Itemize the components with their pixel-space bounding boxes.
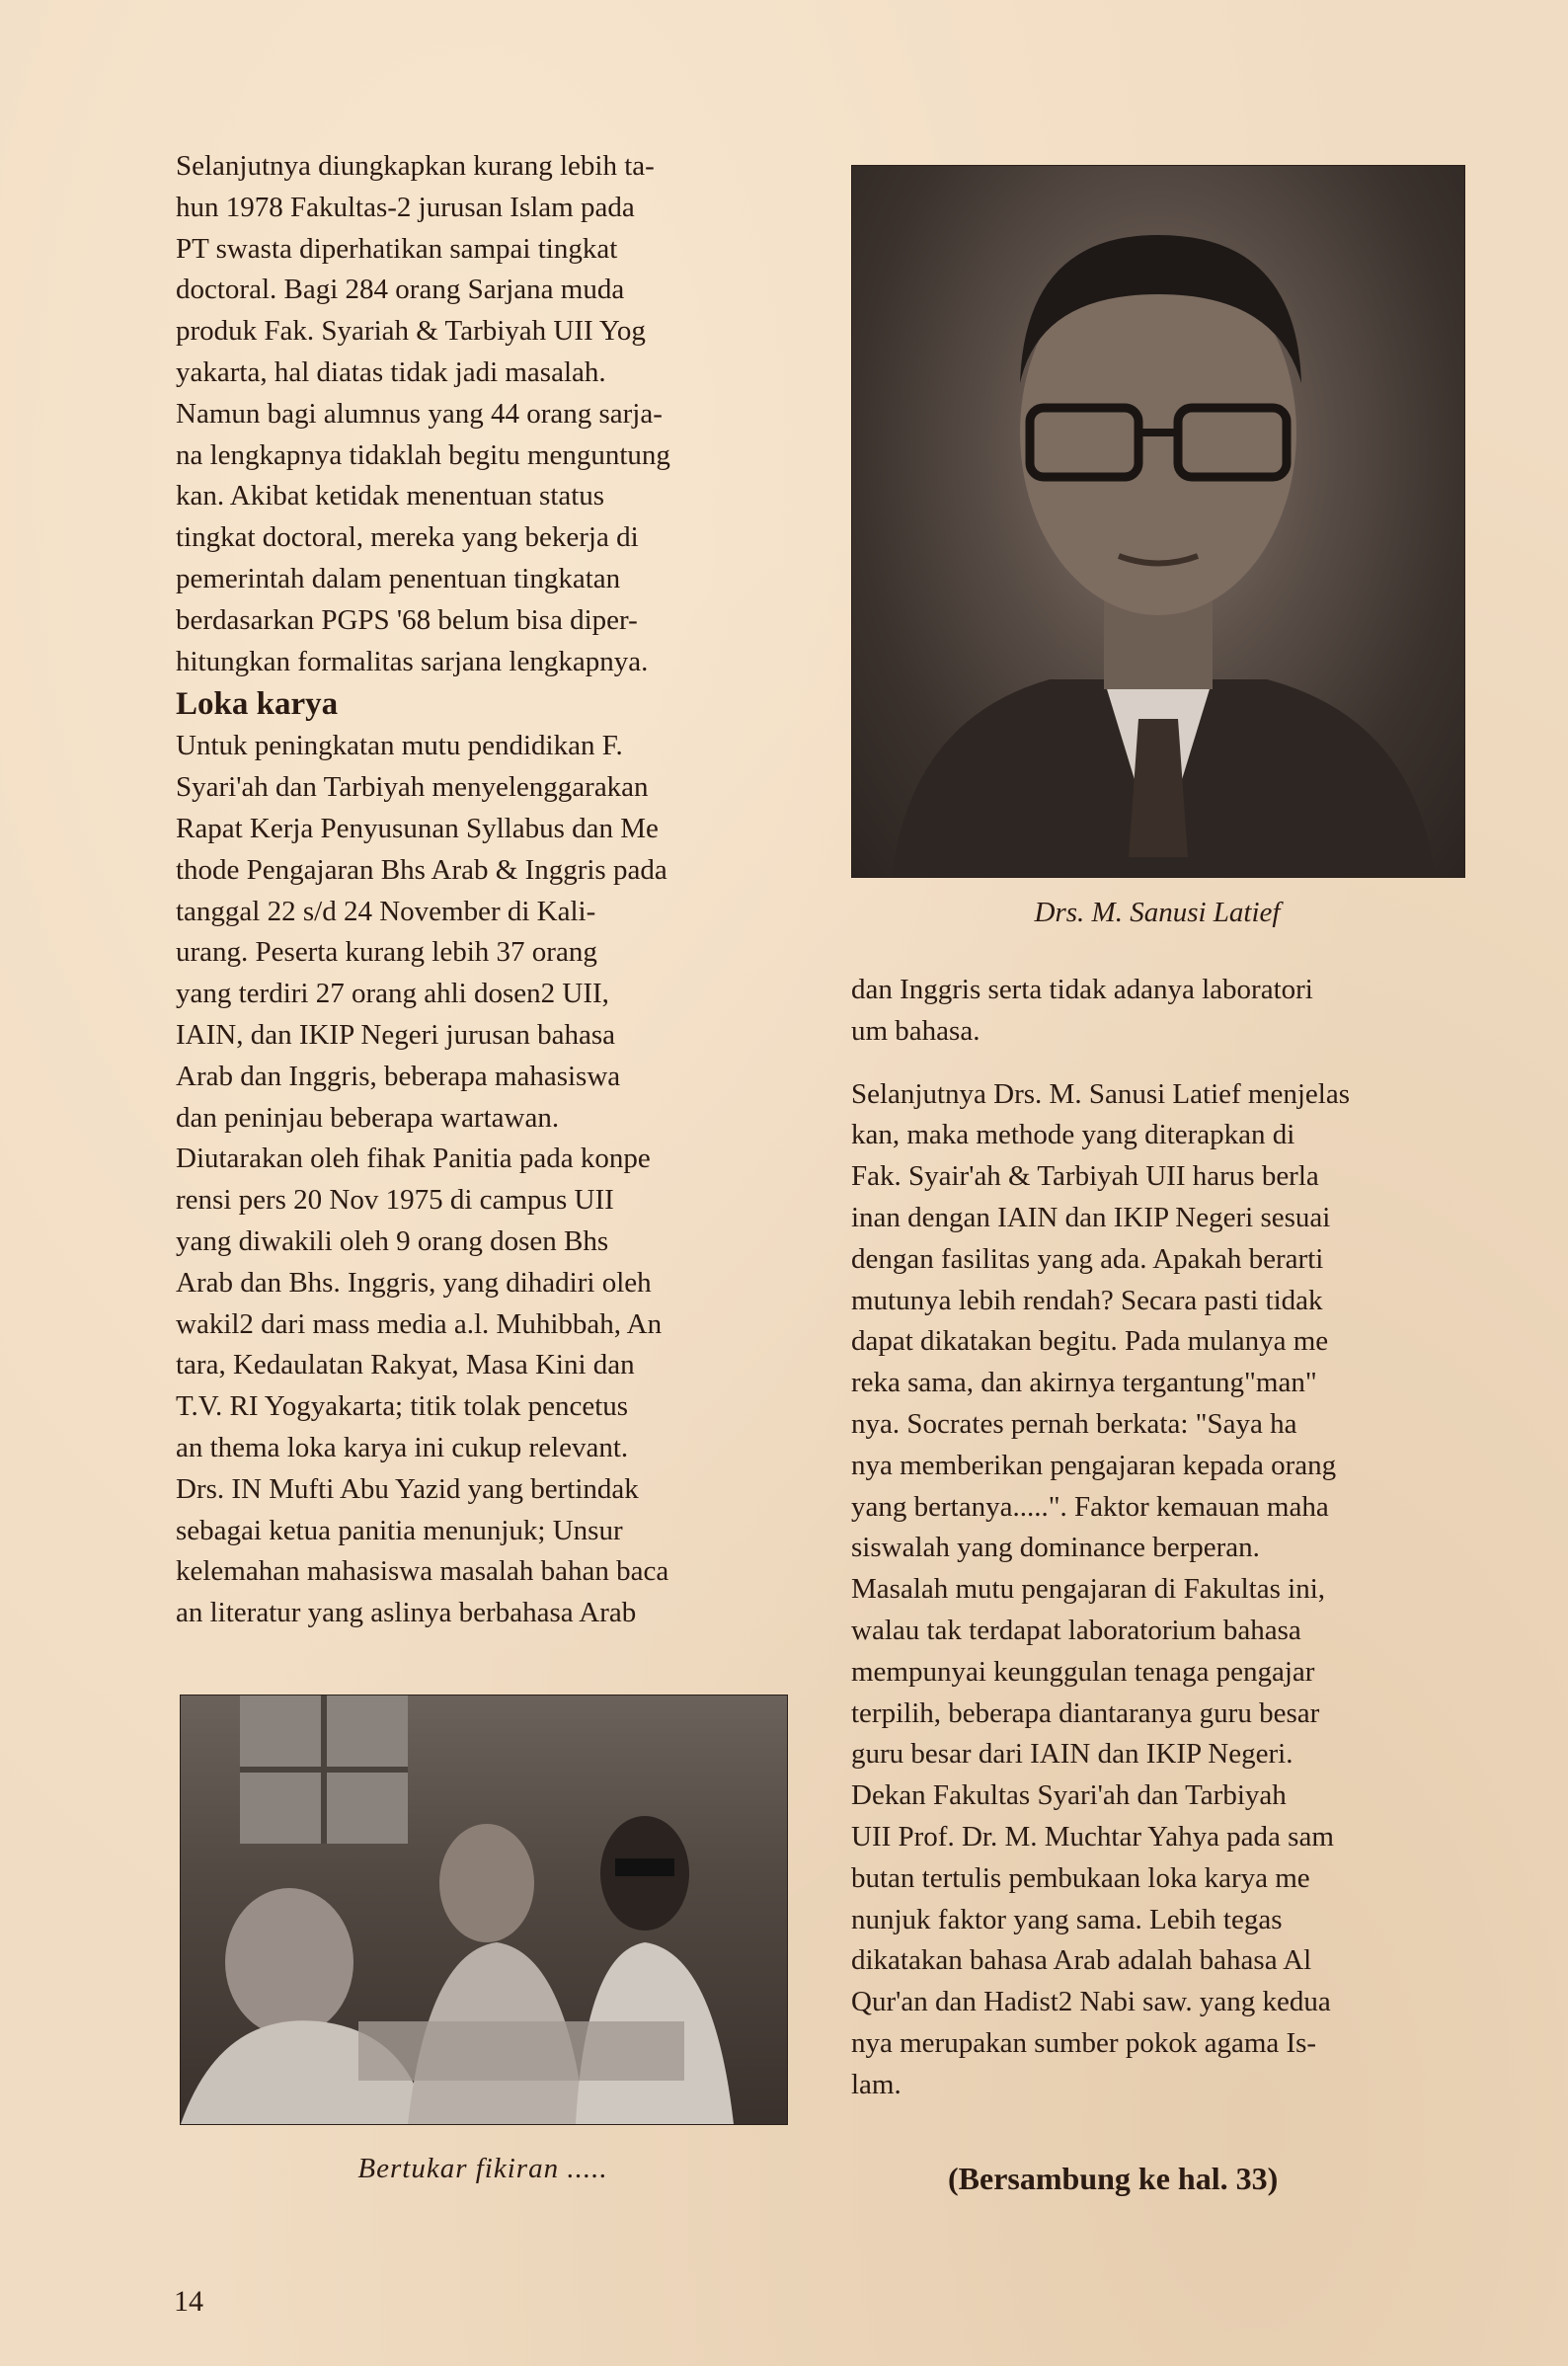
text-line: dikatakan bahasa Arab adalah bahasa Al: [851, 1944, 1312, 1977]
text-line: walau tak terdapat laboratorium bahasa: [851, 1614, 1301, 1646]
page-number: 14: [174, 2285, 203, 2318]
text-line: IAIN, dan IKIP Negeri jurusan bahasa: [176, 1018, 616, 1051]
text-line: dan Inggris serta tidak adanya laboratori: [851, 974, 1313, 1005]
text-line: Selanjutnya Drs. M. Sanusi Latief menjelas: [851, 1077, 1350, 1110]
text-line: urang. Peserta kurang lebih 37 orang: [176, 936, 597, 969]
text-line: nunjuk faktor yang sama. Lebih tegas: [851, 1903, 1283, 1935]
text-line: Arab dan Bhs. Inggris, yang dihadiri oleh: [176, 1266, 652, 1299]
text-line: Qur'an dan Hadist2 Nabi saw. yang kedua: [851, 1986, 1331, 2018]
portrait-caption: Drs. M. Sanusi Latief: [1034, 897, 1281, 928]
text-line: T.V. RI Yogyakarta; titik tolak pencetus: [176, 1390, 629, 1423]
right-column: [851, 970, 1461, 2106]
text-line: thode Pengajaran Bhs Arab & Inggris pada: [176, 853, 667, 886]
text-line: produk Fak. Syariah & Tarbiyah UII Yog: [176, 315, 646, 348]
text-line: nya merupakan sumber pokok agama Is-: [851, 2026, 1317, 2059]
text-line: nya. Socrates pernah berkata: "Saya ha: [851, 1407, 1297, 1440]
text-line: guru besar dari IAIN dan IKIP Negeri.: [851, 1738, 1294, 1771]
text-line: dan peninjau beberapa wartawan.: [176, 1101, 560, 1134]
group-illustration: [181, 1696, 787, 2124]
text-line: butan tertulis pembukaan loka karya me: [851, 1861, 1310, 1894]
paragraph-masalah-mutu: [851, 1569, 1461, 2105]
text-line: Namun bagi alumnus yang 44 orang sarja-: [176, 397, 663, 430]
paragraph-intro: [176, 146, 796, 682]
text-line: sebagai ketua panitia menunjuk; Unsur: [176, 1514, 623, 1546]
text-line: Syari'ah dan Tarbiyah menyelenggarakan: [176, 771, 649, 804]
text-line: Arab dan Inggris, beberapa mahasiswa: [176, 1060, 621, 1092]
text-line: inan dengan IAIN dan IKIP Negeri sesuai: [851, 1201, 1331, 1233]
continued-note: (Bersambung ke hal. 33): [948, 2161, 1279, 2196]
text-line: Drs. IN Mufti Abu Yazid yang bertindak: [176, 1472, 639, 1505]
text-line: PT swasta diperhatikan sampai tingkat: [176, 232, 618, 265]
text-line: UII Prof. Dr. M. Muchtar Yahya pada sam: [851, 1820, 1334, 1853]
text-line: nya memberikan pengajaran kepada orang: [851, 1449, 1337, 1481]
text-line: mempunyai keunggulan tenaga pengajar: [851, 1655, 1315, 1688]
text-line: pemerintah dalam penentuan tingkatan: [176, 562, 621, 594]
text-line: rensi pers 20 Nov 1975 di campus UII: [176, 1184, 614, 1217]
text-line: Selanjutnya diungkapkan kurang lebih ta-: [176, 150, 655, 182]
text-line: dapat dikatakan begitu. Pada mulanya me: [851, 1325, 1329, 1358]
text-line: hitungkan formalitas sarjana lengkapnya.: [176, 645, 649, 677]
text-line: mutunya lebih rendah? Secara pasti tidak: [851, 1284, 1323, 1316]
portrait-photo: [851, 165, 1465, 878]
text-line: um bahasa.: [851, 1014, 980, 1047]
text-line: yang terdiri 27 orang ahli dosen2 UII,: [176, 978, 609, 1010]
text-line: kan, maka methode yang diterapkan di: [851, 1119, 1295, 1151]
text-line: yang diwakili oleh 9 orang dosen Bhs: [176, 1224, 609, 1257]
text-line: doctoral. Bagi 284 orang Sarjana muda: [176, 274, 625, 306]
text-line: an thema loka karya ini cukup relevant.: [176, 1431, 629, 1463]
paragraph-konperensi: [176, 1139, 796, 1634]
text-line: hun 1978 Fakultas-2 jurusan Islam pada: [176, 191, 635, 223]
left-column: [176, 146, 796, 1634]
text-line: tingkat doctoral, mereka yang bekerja di: [176, 521, 639, 554]
text-line: dengan fasilitas yang ada. Apakah berarti: [851, 1242, 1324, 1275]
text-line: reka sama, dan akirnya tergantung"man": [851, 1367, 1317, 1399]
text-line: yang bertanya.....". Faktor kemauan maha: [851, 1490, 1329, 1523]
text-line: Dekan Fakultas Syari'ah dan Tarbiyah: [851, 1779, 1287, 1812]
text-line: Diutarakan oleh fihak Panitia pada konpe: [176, 1143, 651, 1175]
text-line: tanggal 22 s/d 24 November di Kali-: [176, 895, 596, 927]
group-caption: Bertukar fikiran .....: [357, 2153, 608, 2184]
text-line: Untuk peningkatan mutu pendidikan F.: [176, 730, 623, 762]
text-line: kelemahan mahasiswa masalah bahan baca: [176, 1555, 669, 1588]
text-line: Rapat Kerja Penyusunan Syllabus dan Me: [176, 812, 659, 844]
text-line: yakarta, hal diatas tidak jadi masalah.: [176, 355, 606, 388]
portrait-illustration: [852, 166, 1464, 877]
text-line: siswalah yang dominance berperan.: [851, 1532, 1260, 1564]
paragraph-continuation: [851, 970, 1461, 1053]
text-line: berdasarkan PGPS '68 belum bisa diper-: [176, 603, 638, 636]
text-line: wakil2 dari mass media a.l. Muhibbah, An: [176, 1307, 663, 1340]
text-line: Masalah mutu pengajaran di Fakultas ini,: [851, 1573, 1326, 1606]
section-heading: Loka karya: [176, 686, 339, 723]
text-line: Fak. Syair'ah & Tarbiyah UII harus berla: [851, 1160, 1319, 1193]
text-line: na lengkapnya tidaklah begitu menguntung: [176, 438, 670, 471]
paragraph-gap: [851, 1053, 1461, 1074]
text-line: lam.: [851, 2068, 902, 2100]
text-line: tara, Kedaulatan Rakyat, Masa Kini dan: [176, 1349, 635, 1381]
group-photo: [180, 1695, 788, 2125]
paragraph-methode: [851, 1074, 1461, 1570]
text-line: terpilih, beberapa diantaranya guru besar: [851, 1696, 1320, 1729]
text-line: kan. Akibat ketidak menentuan status: [176, 480, 605, 513]
paragraph-lokakarya: [176, 726, 796, 1139]
text-line: an literatur yang aslinya berbahasa Arab: [176, 1597, 637, 1629]
